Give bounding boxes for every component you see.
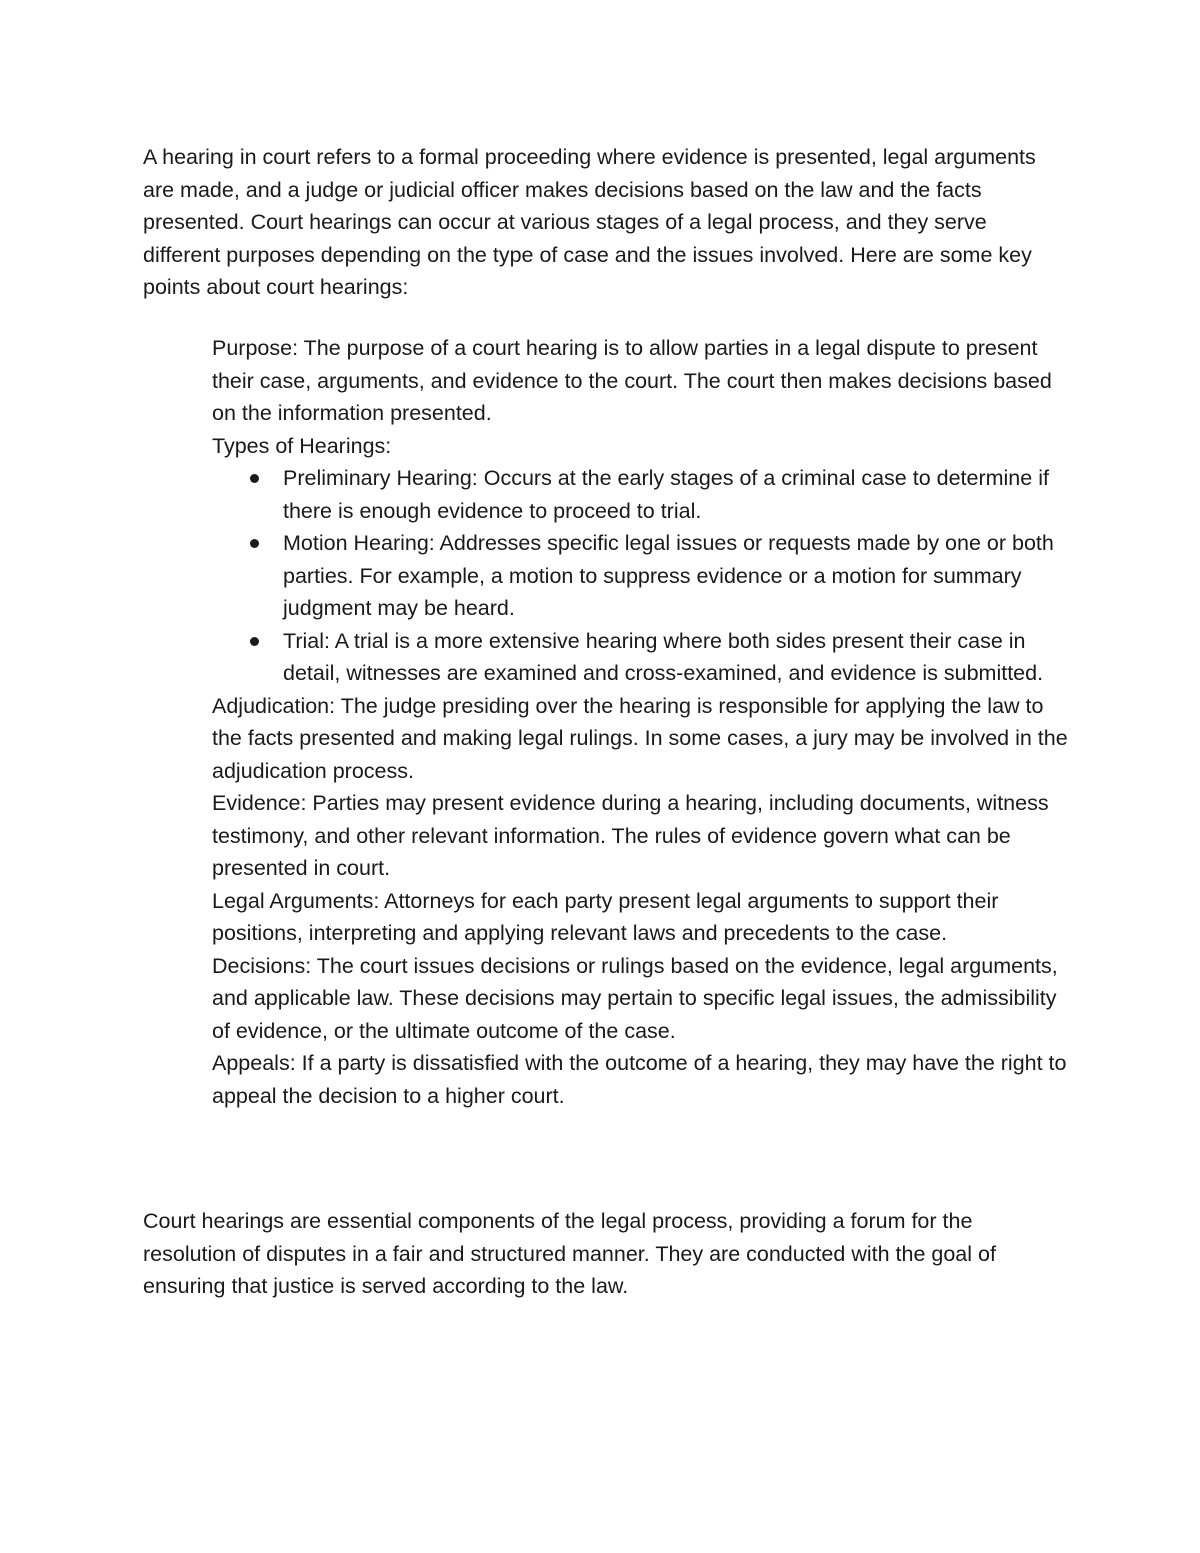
hearing-type-trial: Trial: A trial is a more extensive hearing where both sides present their case in detail, witnesses are examined and cross-examined, and evidence is submitted.	[283, 628, 1044, 685]
point-appeals: Appeals: If a party is dissatisfied with the outcome of a hearing, they may have the right to appeal the decision to a higher court.	[212, 1051, 1067, 1108]
point-evidence: Evidence: Parties may present evidence during a hearing, including documents, witness testimony, and other relevant information. The rules of evidence govern what can be presented in court.	[212, 791, 1049, 880]
key-points-list	[212, 332, 1072, 1112]
point-legal-arguments: Legal Arguments: Attorneys for each party present legal arguments to support their positions, interpreting and applying relevant laws and precedents to the case.	[212, 888, 999, 945]
intro-paragraph: A hearing in court refers to a formal proceeding where evidence is presented, legal arguments are made, and a judge or judicial officer makes decisions based on the law and the facts presented. Court hearings can occur at various stages of a legal process, and they serve different purposes depending on the type of case and the issues involved. Here are some key points about court hearings:	[143, 145, 1036, 299]
point-purpose: Purpose: The purpose of a court hearing is to allow parties in a legal dispute to present their case, arguments, and evidence to the court. The court then makes decisions based on the information presented.	[212, 336, 1052, 425]
list-item	[212, 462, 1072, 527]
point-decisions: Decisions: The court issues decisions or rulings based on the evidence, legal arguments, and applicable law. These decisions may pertain to specific legal issues, the admissibility of evidence, or the ultimate outcome of the case.	[212, 953, 1058, 1043]
bullet-icon	[250, 474, 259, 483]
hearing-type-preliminary: Preliminary Hearing: Occurs at the early stages of a criminal case to determine if there is enough evidence to proceed to trial.	[283, 466, 1049, 523]
point-adjudication: Adjudication: The judge presiding over the hearing is responsible for applying the law to the facts presented and making legal rulings. In some cases, a jury may be involved in the adjudication process.	[212, 693, 1068, 783]
bullet-icon	[250, 539, 259, 548]
hearing-types-list	[212, 462, 1072, 690]
list-item	[212, 527, 1072, 625]
types-heading: Types of Hearings:	[212, 433, 392, 458]
list-item	[212, 625, 1072, 690]
closing-paragraph: Court hearings are essential components of the legal process, providing a forum for the resolution of disputes in a fair and structured manner. They are conducted with the goal of ensuring that justice is served according to the law.	[143, 1209, 996, 1298]
hearing-type-motion: Motion Hearing: Addresses specific legal issues or requests made by one or both parties. For example, a motion to suppress evidence or a motion for summary judgment may be heard.	[283, 531, 1054, 620]
bullet-icon	[250, 637, 259, 646]
